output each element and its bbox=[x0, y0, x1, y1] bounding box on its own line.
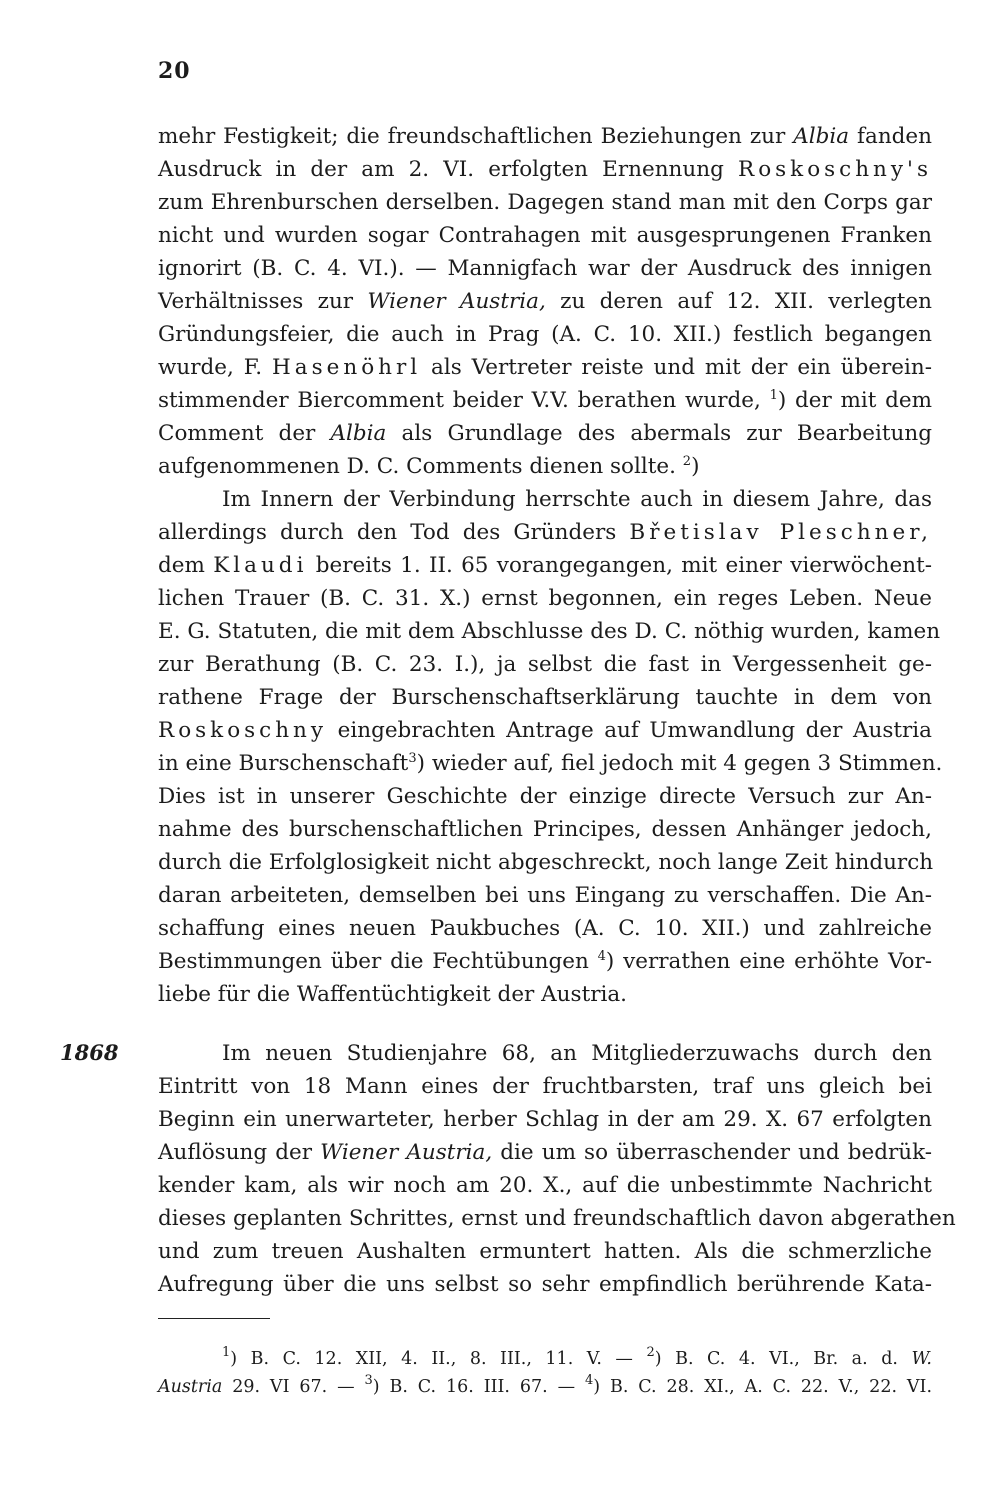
text-line: Gründungsfeier, die auch in Prag (A. C. 10. XII.) festlich begangen bbox=[158, 322, 932, 347]
text-line: nahme des burschenschaftlichen Principes, dessen Anhänger jedoch, bbox=[158, 817, 932, 842]
text-line: Aufregung über die uns selbst so sehr empfindlich berührende Kata- bbox=[158, 1272, 932, 1297]
footnote-marker: 4 bbox=[597, 949, 606, 964]
text-line: Dies ist in unserer Geschichte der einzige directe Versuch zur An- bbox=[158, 784, 932, 809]
text-line: zur Berathung (B. C. 23. I.), ja selbst die fast in Vergessenheit ge- bbox=[158, 652, 932, 677]
text-line: Comment der Albia als Grundlage des abermals zur Bearbeitung bbox=[158, 421, 932, 446]
paragraph-3 bbox=[158, 1037, 956, 1301]
text-line: schaffung eines neuen Paukbuches (A. C. 10. XII.) und zahlreiche bbox=[158, 916, 932, 941]
text-line: liebe für die Waffentüchtigkeit der Austria. bbox=[158, 982, 628, 1007]
text-line: zum Ehrenburschen derselben. Dagegen stand man mit den Corps gar bbox=[158, 190, 932, 215]
text-line: Eintritt von 18 Mann eines der fruchtbarsten, traf uns gleich bei bbox=[158, 1074, 932, 1099]
text-line: daran arbeiteten, demselben bei uns Eingang zu verschaffen. Die An- bbox=[158, 883, 932, 908]
text-line: Roskoschny eingebrachten Antrage auf Umwandlung der Austria bbox=[158, 718, 932, 743]
text-line: und zum treuen Aushalten ermuntert hatten. Als die schmerzliche bbox=[158, 1239, 932, 1264]
spaced-name: Klaudi bbox=[213, 553, 308, 578]
text-line: ignorirt (B. C. 4. VI.). — Mannigfach war der Ausdruck des innigen bbox=[158, 256, 932, 281]
footnote-divider bbox=[158, 1318, 270, 1319]
text-line: wurde, F. Hasenöhrl als Vertreter reiste und mit der ein überein- bbox=[158, 355, 932, 380]
text-line: Verhältnisses zur Wiener Austria, zu deren auf 12. XII. verlegten bbox=[158, 289, 933, 314]
paragraph-2 bbox=[158, 483, 943, 1011]
spaced-name: Roskoschny bbox=[158, 718, 328, 743]
text-line: Auflösung der Wiener Austria, die um so überraschender und bedrük- bbox=[158, 1140, 932, 1165]
text-line: stimmender Biercomment beider V.V. berathen wurde, $^1$) der mit dem bbox=[158, 388, 932, 413]
text-line: Ausdruck in der am 2. VI. erfolgten Ernennung Roskoschny's bbox=[158, 157, 932, 182]
text-line: in eine Burschenschaft$^3$) wieder auf, fiel jedoch mit 4 gegen 3 Stimmen. bbox=[158, 751, 943, 776]
spaced-name: Roskoschny's bbox=[738, 157, 932, 182]
footnote-line: Austria 29. VI 67. — $^3$) B. C. 16. III. 67. — $^4$) B. C. 28. XI., A. C. 22. V., 22. VI. bbox=[158, 1373, 933, 1397]
text-line: kender kam, als wir noch am 20. X., auf die unbestimmte Nachricht bbox=[158, 1173, 932, 1198]
paragraph-1 bbox=[158, 120, 932, 483]
text-line: Im neuen Studienjahre 68, an Mitgliederzuwachs durch den bbox=[222, 1041, 932, 1066]
text-line: durch die Erfolglosigkeit nicht abgeschreckt, noch lange Zeit hindurch bbox=[158, 850, 934, 875]
text-line: aufgenommenen D. C. Comments dienen sollte. $^2$) bbox=[158, 454, 700, 479]
footnote-marker: 1 bbox=[769, 388, 778, 403]
text-line: rathene Frage der Burschenschaftserklärung tauchte in dem von bbox=[158, 685, 932, 710]
text-line: mehr Festigkeit; die freundschaftlichen Beziehungen zur Albia fanden bbox=[158, 124, 932, 149]
footnote-marker: 3 bbox=[408, 751, 417, 766]
text-line: dem Klaudi bereits 1. II. 65 vorangegangen, mit einer vierwöchent- bbox=[158, 553, 932, 578]
text-line: nicht und wurden sogar Contrahagen mit ausgesprungenen Franken bbox=[158, 223, 932, 248]
page-number: 20 bbox=[158, 58, 191, 84]
text-line: allerdings durch den Tod des Gründers Břetislav Pleschner, bbox=[158, 520, 933, 545]
text-line: Bestimmungen über die Fechtübungen $^4$) verrathen eine erhöhte Vor- bbox=[158, 949, 932, 974]
spaced-name: Hasenöhrl bbox=[272, 355, 422, 380]
text-line: Beginn ein unerwarteter, herber Schlag in der am 29. X. 67 erfolgten bbox=[158, 1107, 932, 1132]
text-line: dieses geplanten Schrittes, ernst und freundschaftlich davon abgerathen bbox=[158, 1206, 956, 1231]
text-line: E. G. Statuten, die mit dem Abschlusse des D. C. nöthig wurden, kamen bbox=[158, 619, 941, 644]
footnote-marker: 2 bbox=[682, 454, 692, 469]
text-line: lichen Trauer (B. C. 31. X.) ernst begonnen, ein reges Leben. Neue bbox=[158, 586, 932, 611]
margin-year: 1868 bbox=[60, 1040, 119, 1065]
spaced-name: Břetislav Pleschner, bbox=[629, 520, 933, 545]
footnote-line: $^1$) B. C. 12. XII, 4. II., 8. III., 11. V. — $^2$) B. C. 4. VI., Br. a. d. W. bbox=[222, 1345, 932, 1369]
text-line: Im Innern der Verbindung herrschte auch in diesem Jahre, das bbox=[222, 487, 932, 512]
